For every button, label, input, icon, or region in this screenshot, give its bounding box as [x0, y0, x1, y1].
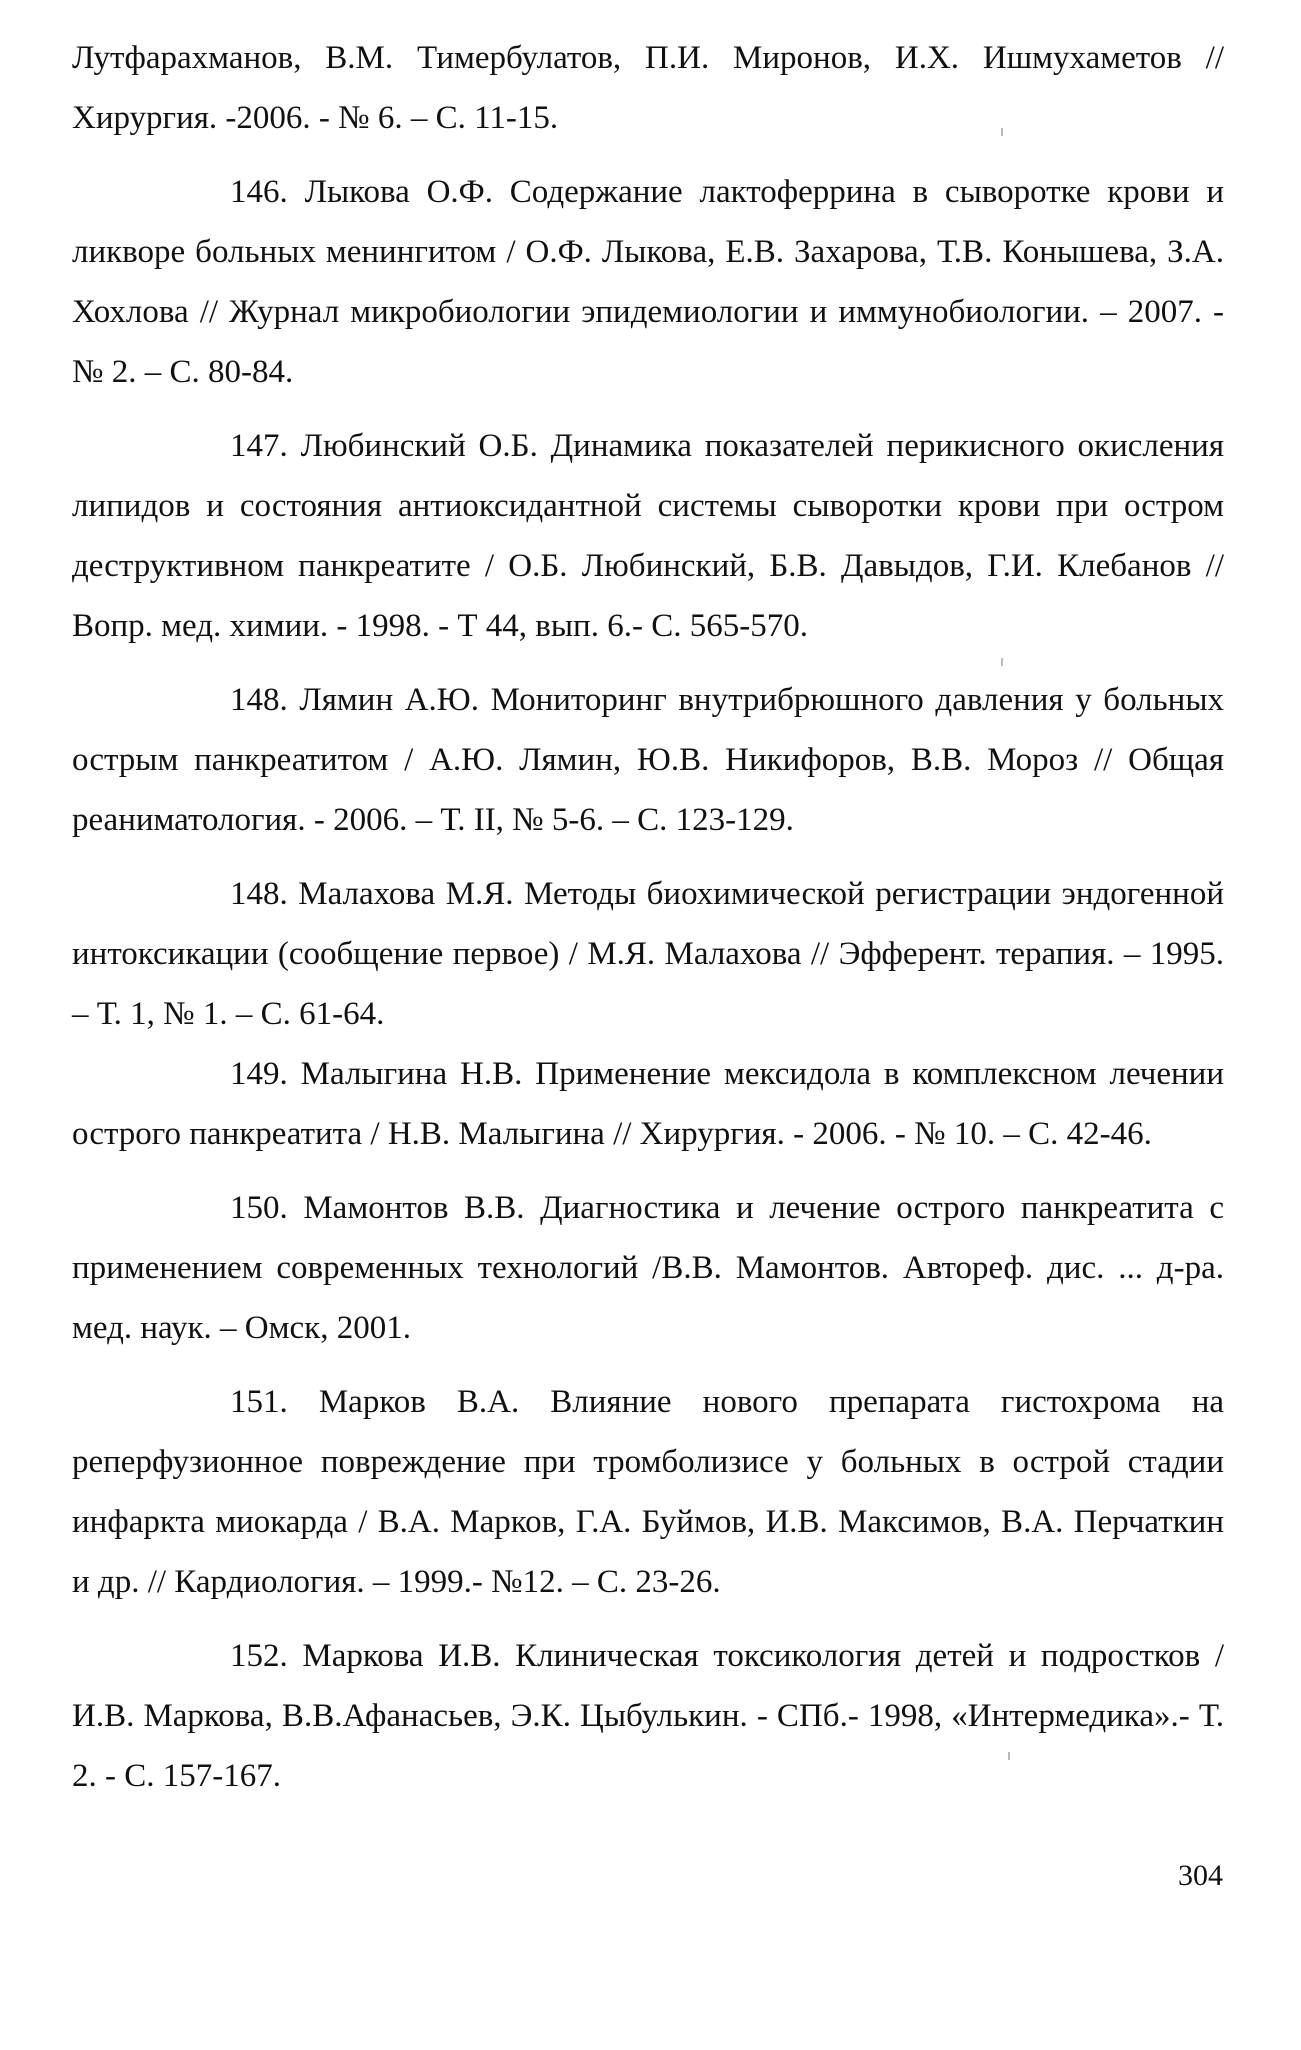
reference-number: 148. [230, 682, 288, 718]
reference-entry-152 [72, 1626, 1224, 1806]
reference-text: Маркова И.В. Клиническая токсикология детей и подростков / И.В. Маркова, В.В.Афанасьев, Э.К. Цыбулькин. - СПб.- 1998, «Интермедика».- Т. 2. - С. 157-167. [72, 1638, 1225, 1794]
reference-text: Лыкова О.Ф. Содержание лактоферрина в сыворотке крови и ликворе больных менингитом / О.Ф. Лыкова, Е.В. Захарова, Т.В. Конышева, З.А. Хохлова // Журнал микробиологии эпидемиологии и иммунобиологии. – 2007. - № 2. – С. 80-84. [72, 174, 1224, 390]
reference-text: Малыгина Н.В. Применение мексидола в комплексном лечении острого панкреатита / Н.В. Малыгина // Хирургия. - 2006. - № 10. – С. 42-46. [72, 1056, 1224, 1152]
reference-text: Лямин А.Ю. Мониторинг внутрибрюшного давления у больных острым панкреатитом / А.Ю. Лямин, Ю.В. Никифоров, В.В. Мороз // Общая реаниматология. - 2006. – Т. II, № 5-6. – С. 123-129. [72, 682, 1224, 838]
reference-text: Лутфарахманов, В.М. Тимербулатов, П.И. Миронов, И.Х. Ишмухаметов // Хирургия. -2006. - № 6. – С. 11-15. [72, 40, 1224, 136]
reference-number: 152. [230, 1638, 288, 1674]
scan-speck [1008, 1752, 1010, 1760]
reference-entry-148b [72, 864, 1224, 1044]
reference-text: Мамонтов В.В. Диагностика и лечение острого панкреатита с применением современных технологий /В.В. Мамонтов. Автореф. дис. ... д-ра. мед. наук. – Омск, 2001. [72, 1190, 1225, 1346]
reference-entry-151 [72, 1372, 1224, 1612]
reference-number: 150. [230, 1190, 288, 1226]
reference-text: Малахова М.Я. Методы биохимической регистрации эндогенной интоксикации (сообщение первое) / М.Я. Малахова // Эфферент. терапия. – 1995. – Т. 1, № 1. – С. 61-64. [72, 876, 1224, 1032]
reference-entry-148a [72, 670, 1224, 850]
reference-text: Марков В.А. Влияние нового препарата гистохрома на реперфузионное повреждение при тромболизисе у больных в острой стадии инфаркта миокарда / В.А. Марков, Г.А. Буймов, И.В. Максимов, В.А. Перчаткин и др. // Кардиология. – 1999.- №12. – С. 23-26. [72, 1384, 1225, 1600]
reference-entry-149 [72, 1044, 1224, 1164]
reference-number: 148. [230, 876, 288, 912]
reference-number: 149. [230, 1056, 288, 1092]
reference-entry-146 [72, 162, 1224, 402]
scan-speck [1001, 128, 1003, 136]
reference-entry-147 [72, 416, 1224, 656]
reference-list [72, 28, 1224, 1806]
reference-entry-150 [72, 1178, 1224, 1358]
reference-number: 147. [230, 428, 288, 464]
page-number: 304 [1178, 1859, 1223, 1892]
reference-number: 146. [230, 174, 288, 210]
scan-speck [1001, 658, 1003, 666]
reference-entry-continued [72, 28, 1224, 148]
reference-text: Любинский О.Б. Динамика показателей перикисного окисления липидов и состояния антиоксидантной системы сыворотки крови при остром деструктивном панкреатите / О.Б. Любинский, Б.В. Давыдов, Г.И. Клебанов //Вопр. мед. химии. - 1998. - Т 44, вып. 6.- С. 565-570. [72, 428, 1224, 644]
reference-number: 151. [230, 1384, 288, 1420]
